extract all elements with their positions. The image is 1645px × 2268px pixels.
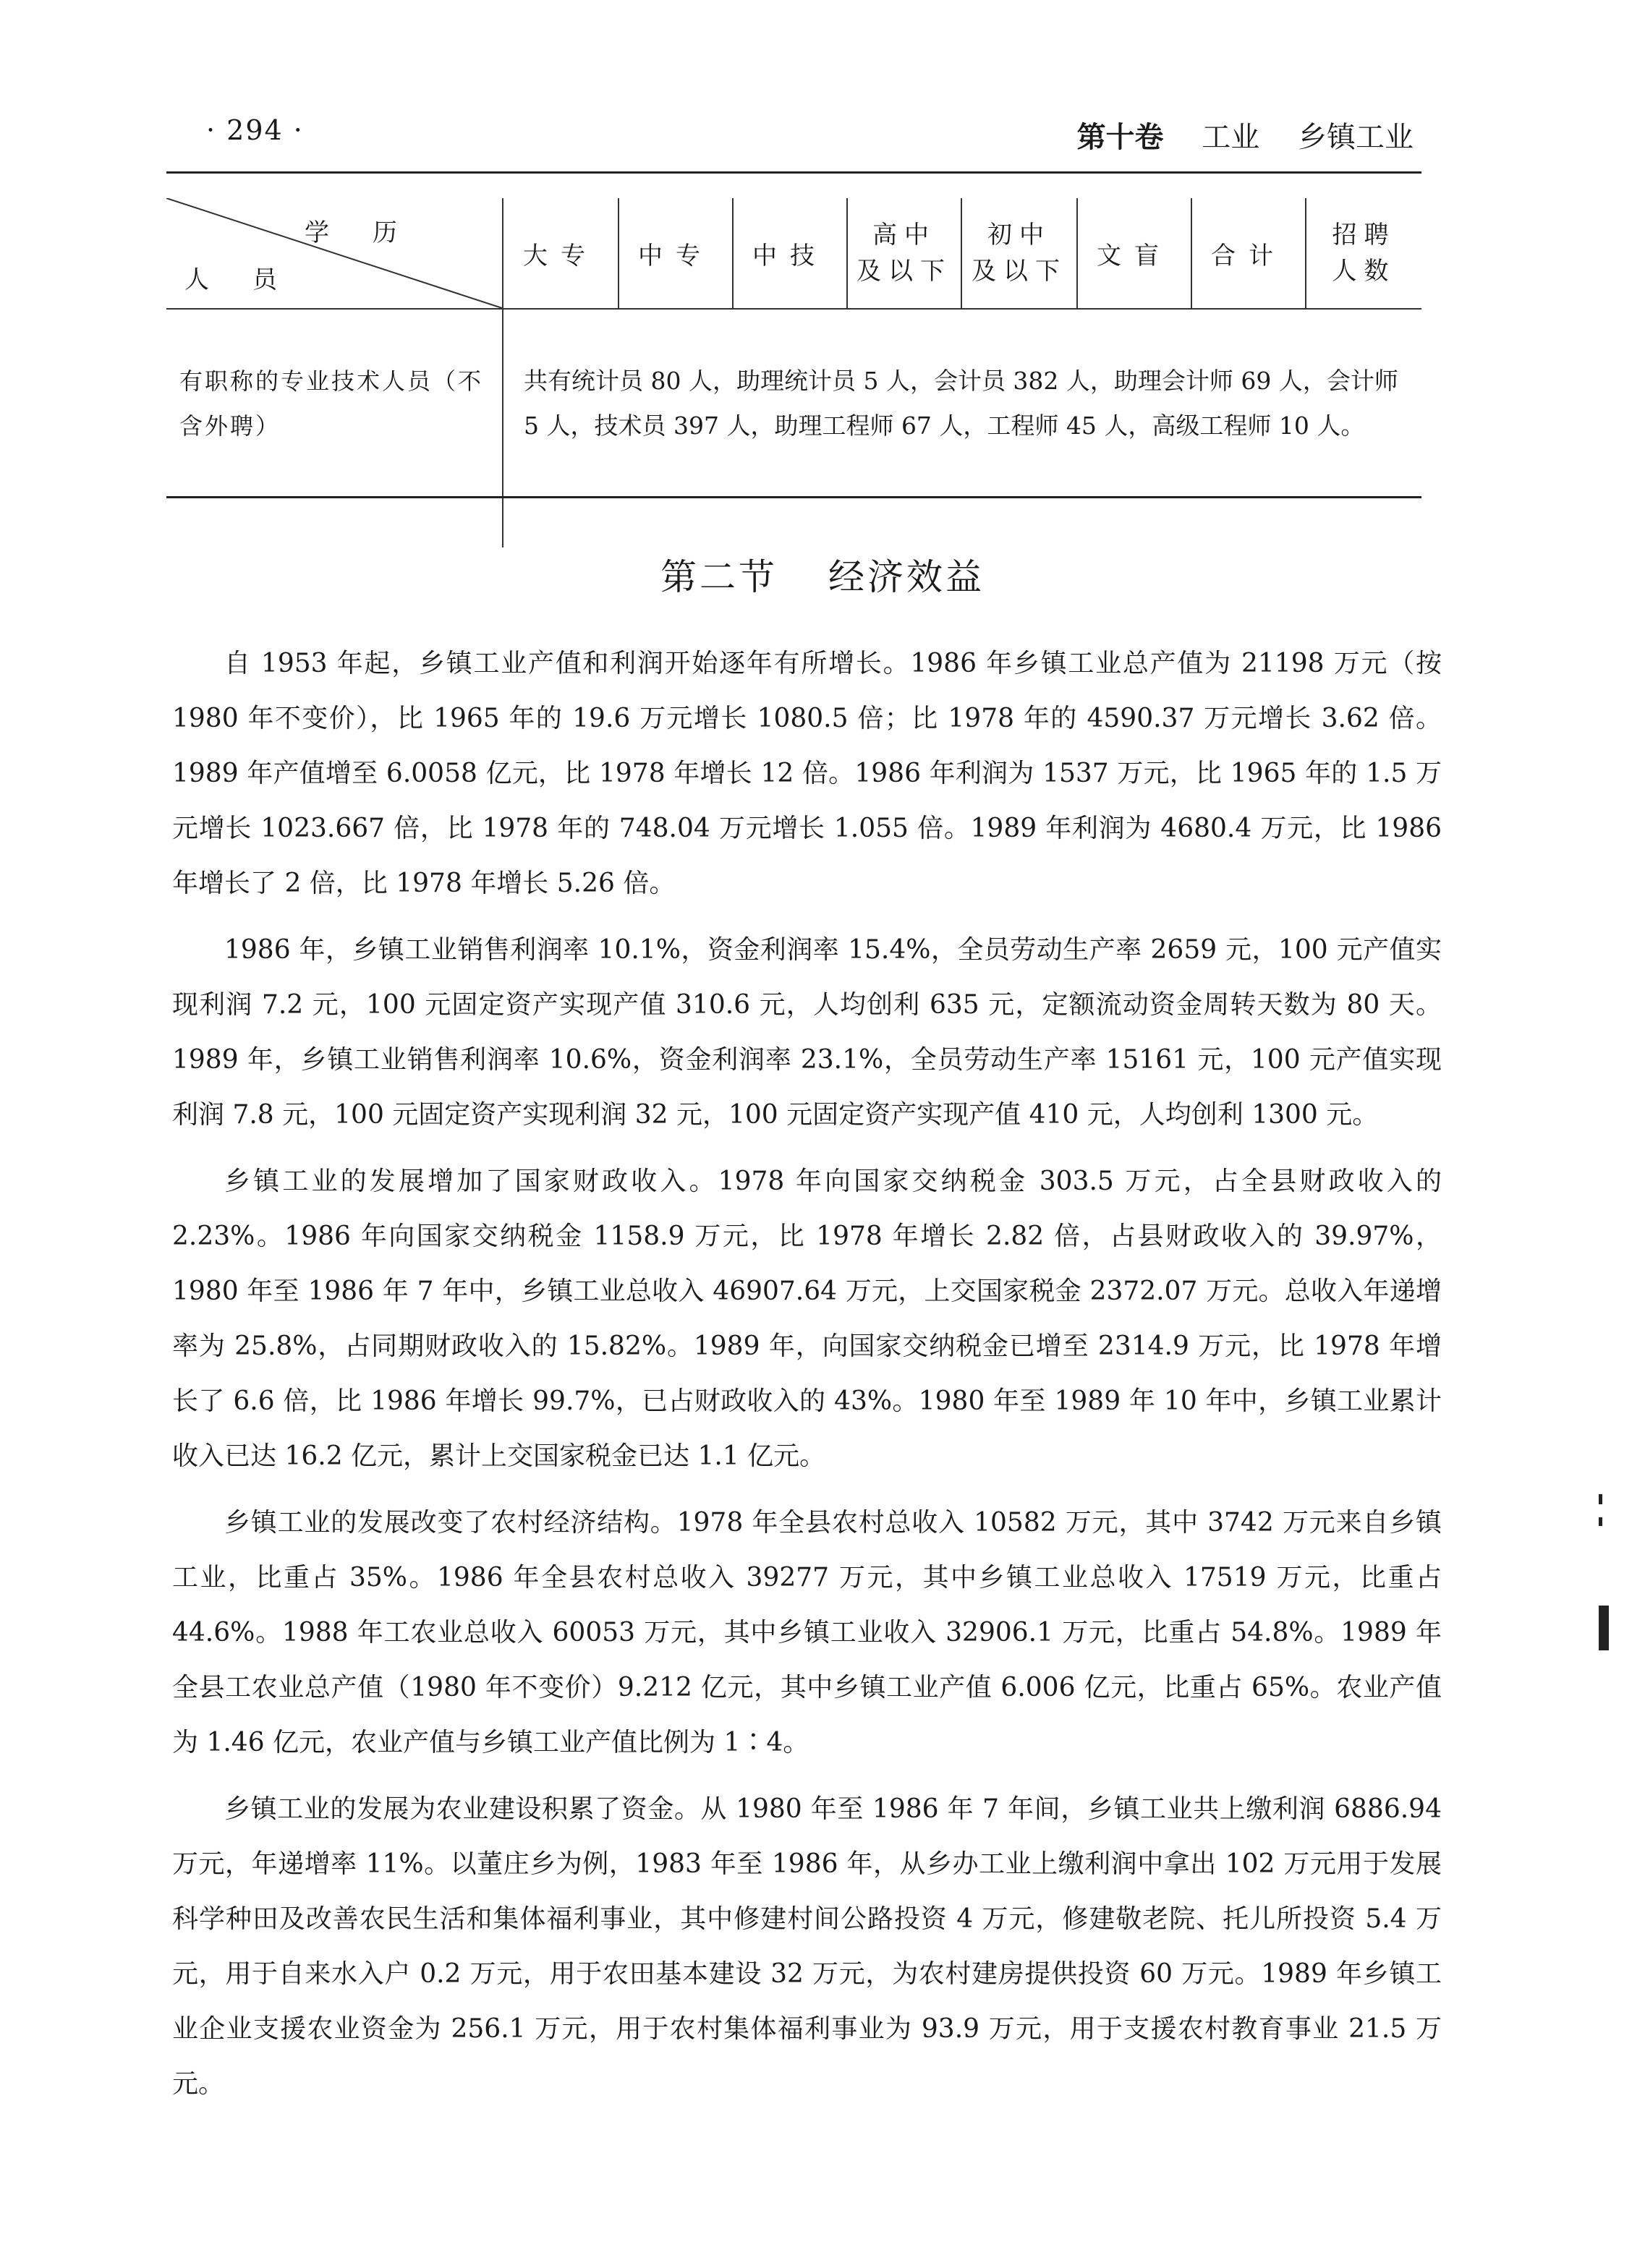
scan-margin-mark bbox=[1599, 1606, 1609, 1650]
column-header: 招聘 人数 bbox=[1306, 198, 1421, 309]
row-label: 有职称的专业技术人员（不含外聘） bbox=[166, 309, 503, 547]
paragraph: 1986 年，乡镇工业销售利润率 10.1%，资金利润率 15.4%，全员劳动生产率 2659 元，100 元产值实现利润 7.2 元，100 元固定资产实现产值 310.6 元，人均创利 635 元，定额流动资金周转天数为 80 天。1989 年，乡镇工业销售利润率 10.6%，资金利润率 23.1%，全员劳动生产率 15161 元，100 元产值实现利润 7.8 元，100 元固定资产实现利润 32 元，100 元固定资产实现产值 410 元，人均创利 1300 元。 bbox=[172, 935, 1442, 1130]
corner-label-personnel: 人员 bbox=[184, 265, 320, 294]
column-header: 初中 及以下 bbox=[961, 198, 1077, 309]
section-number: 第二节 bbox=[660, 556, 778, 598]
education-table bbox=[166, 198, 1421, 547]
column-header: 中专 bbox=[619, 198, 733, 309]
table-header-row bbox=[166, 198, 1421, 309]
paragraph: 乡镇工业的发展为农业建设积累了资金。从 1980 年至 1986 年 7 年间，乡镇工业共上缴利润 6886.94 万元，年递增率 11%。以董庄乡为例，1983 年至 1986 年，从乡办工业上缴利润中拿出 102 万元用于发展科学种田及改善农民生活和集体福利事业，其中修建村间公路投资 4 万元，修建敬老院、托儿所投资 5.4 万元，用于自来水入户 0.2 万元，用于农田基本建设 32 万元，为农村建房提供投资 60 万元。1989 年乡镇工业企业支援农业资金为 256.1 万元，用于农村集体福利事业为 93.9 万元，用于支援农村教育事业 21.5 万元。 bbox=[172, 1794, 1442, 2099]
table-bottom-rule bbox=[166, 496, 1421, 498]
part-label: 工业 bbox=[1202, 121, 1260, 154]
column-header: 文盲 bbox=[1077, 198, 1191, 309]
table-row bbox=[166, 309, 1421, 547]
scan-margin-mark bbox=[1599, 1494, 1602, 1504]
page-header bbox=[0, 114, 1645, 165]
column-header: 合计 bbox=[1191, 198, 1306, 309]
paragraph: 自 1953 年起，乡镇工业产值和利润开始逐年有所增长。1986 年乡镇工业总产值为 21198 万元（按 1980 年不变价），比 1965 年的 19.6 万元增长 1080.5 倍；比 1978 年的 4590.37 万元增长 3.62 倍。1989 年产值增至 6.0058 亿元，比 1978 年增长 12 倍。1986 年利润为 1537 万元，比 1965 年的 1.5 万元增长 1023.667 倍，比 1978 年的 748.04 万元增长 1.055 倍。1989 年利润为 4680.4 万元，比 1986 年增长了 2 倍，比 1978 年增长 5.26 倍。 bbox=[172, 649, 1442, 898]
diagonal-corner-cell bbox=[166, 198, 503, 309]
section-title: 经济效益 bbox=[828, 556, 985, 598]
header-rule bbox=[166, 171, 1421, 174]
volume-label: 第十卷 bbox=[1076, 120, 1164, 154]
column-header: 大专 bbox=[503, 198, 619, 309]
column-header: 高中 及以下 bbox=[847, 198, 961, 309]
running-title bbox=[1077, 114, 1414, 155]
section-heading bbox=[0, 548, 1645, 600]
paragraph: 乡镇工业的发展增加了国家财政收入。1978 年向国家交纳税金 303.5 万元，占全县财政收入的 2.23%。1986 年向国家交纳税金 1158.9 万元，比 1978 年增长 2.82 倍，占县财政收入的 39.97%，1980 年至 1986 年 7 年中，乡镇工业总收入 46907.64 万元，上交国家税金 2372.07 万元。总收入年递增率为 25.8%，占同期财政收入的 15.82%。1989 年，向国家交纳税金已增至 2314.9 万元，比 1978 年增长了 6.6 倍，比 1986 年增长 99.7%，已占财政收入的 43%。1980 年至 1989 年 10 年中，乡镇工业累计收入已达 16.2 亿元，累计上交国家税金已达 1.1 亿元。 bbox=[172, 1167, 1442, 1471]
scan-margin-mark bbox=[1599, 1517, 1602, 1526]
row-value: 共有统计员 80 人，助理统计员 5 人，会计员 382 人，助理会计师 69 人，会计师 5 人，技术员 397 人，助理工程师 67 人，工程师 45 人，高级工程师 10 人。 bbox=[524, 367, 1398, 440]
section-label: 乡镇工业 bbox=[1298, 121, 1414, 154]
page-number: · 294 · bbox=[206, 114, 304, 146]
corner-label-education: 学历 bbox=[305, 218, 441, 247]
paragraph: 乡镇工业的发展改变了农村经济结构。1978 年全县农村总收入 10582 万元，其中 3742 万元来自乡镇工业，比重占 35%。1986 年全县农村总收入 39277 万元，其中乡镇工业总收入 17519 万元，比重占 44.6%。1988 年工农业总收入 60053 万元，其中乡镇工业收入 32906.1 万元，比重占 54.8%。1989 年全县工农业总产值（1980 年不变价）9.212 亿元，其中乡镇工业产值 6.006 亿元，比重占 65%。农业产值为 1.46 亿元，农业产值与乡镇工业产值比例为 1∶4。 bbox=[172, 1508, 1442, 1757]
column-header: 中技 bbox=[733, 198, 847, 309]
body-text bbox=[172, 636, 1442, 2123]
